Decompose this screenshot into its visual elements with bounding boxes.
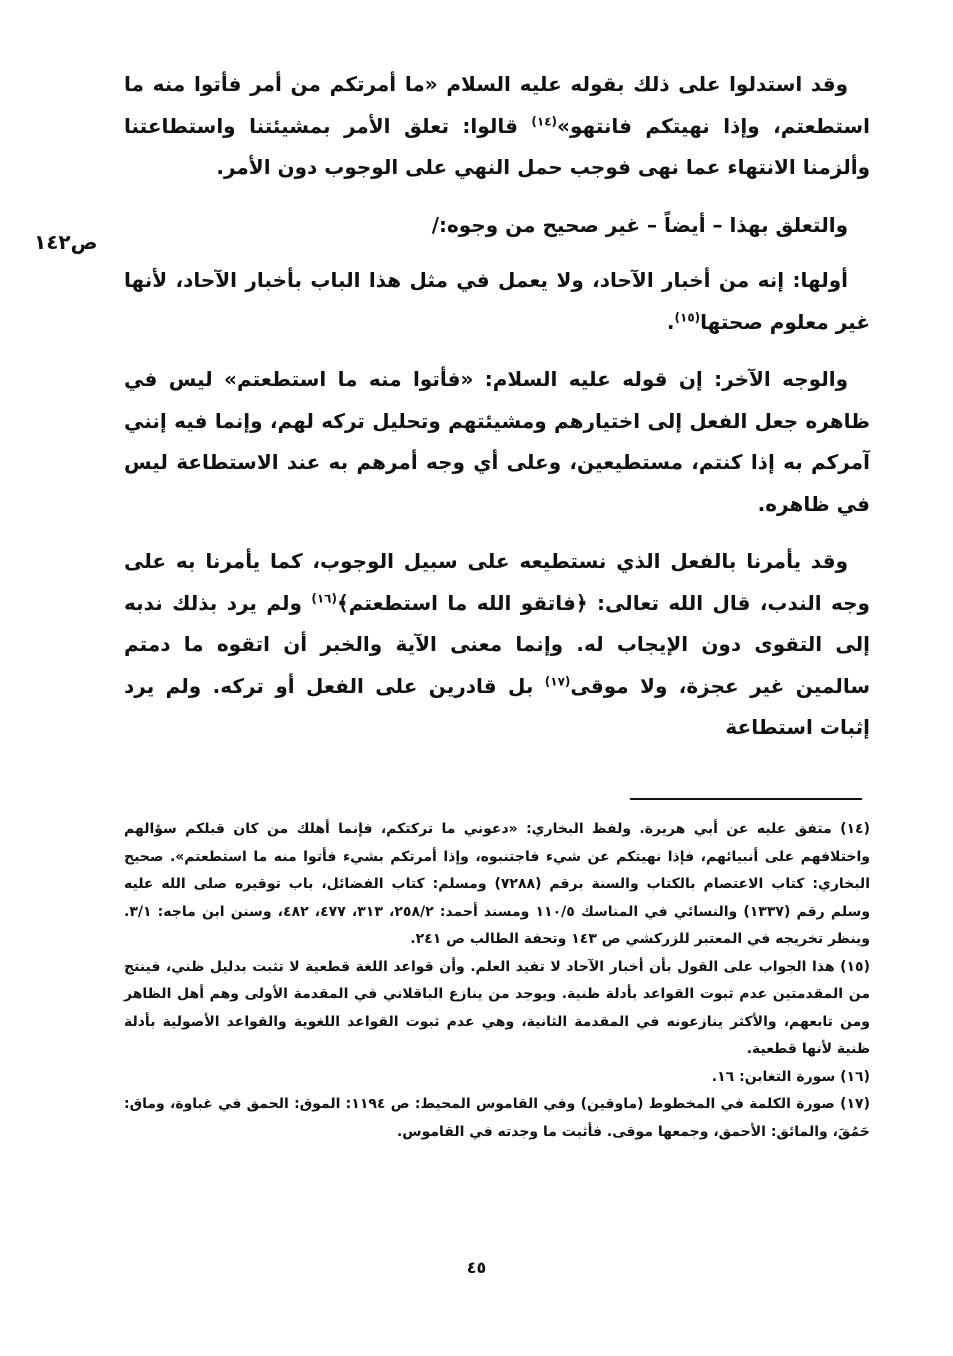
footnotes [124, 816, 870, 1146]
footnote-divider [630, 798, 862, 800]
paragraph-3: أولها: إنه من أخبار الآحاد، ولا يعمل في مثل هذا الباب بأخبار الآحاد، لأنها غير معلوم صحتها$^{(١٥)}$. [124, 268, 870, 334]
footnote-16: (١٦) سورة التغابن: ١٦. [711, 1068, 870, 1085]
margin-page-reference: ص١٤٢ [34, 230, 98, 254]
footnote-15: (١٥) هذا الجواب على القول بأن أخبار الآحاد لا تفيد العلم. وأن قواعد اللغة قطعية لا تثبت بدليل ظني، فينتج من المقدمتين عدم ثبوت القواعد بأدلة ظنية. ويوجد من ينازع الباقلاني في المقدمة الأولى وهم أهل الظاهر ومن تابعهم، والأكثر ينازعونه في المقدمة الثانية، وهي عدم ثبوت القواعد اللغوية والقواعد الأصولية بأدلة ظنية لأنها قطعية. [124, 958, 870, 1057]
footnote-ref-14: (١٤) [531, 113, 558, 128]
page-number: ٤٥ [466, 1258, 487, 1277]
paragraph-1: وقد استدلوا على ذلك بقوله عليه السلام «ما أمرتكم من أمر فأتوا منه ما استطعتم، وإذا نهيتكم فانتهو»$^{(١٤)}$ قالوا: تعلق الأمر بمشيئتنا واستطاعتنا وألزمنا الانتهاء عما نهى فوجب حمل النهي على الوجوب دون الأمر. [124, 72, 871, 179]
main-text [124, 64, 870, 765]
footnote-ref-17: (١٧) [544, 673, 571, 688]
footnote-17: (١٧) صورة الكلمة في المخطوط (ماوقين) وفي القاموس المحيط: ص ١١٩٤: الموق: الحمق في غباوة، وماق: حَمُقَ، والمائق: الأحمق، وجمعها موقى. فأثبت ما وجدته في القاموس. [124, 1096, 870, 1140]
paragraph-2: والتعلق بهذا – أيضاً – غير صحيح من وجوه:/ [431, 212, 848, 237]
footnote-ref-16: (١٦) [311, 590, 337, 605]
footnote-14: (١٤) متفق عليه عن أبي هريرة. ولفظ البخاري: «دعوني ما تركتكم، فإنما أهلك من كان قبلكم سؤالهم واختلافهم على أنبيائهم، فإذا نهيتكم عن شيء فاجتنبوه، وإذا أمرتكم بشيء فأتوا منه ما استطعتم». صحيح البخاري: كتاب الاعتصام بالكتاب والسنة برقم (٧٢٨٨) ومسلم: كتاب الفضائل، باب توقيره صلى الله عليه وسلم رقم (١٣٣٧) والنسائي في المناسك ١١٠/٥ ومسند أحمد: ٢٥٨/٢، ٣١٣، ٤٧٧، ٤٨٢، وسنن ابن ماجه: ٣/١. وينظر تخريجه في المعتبر للزركشي ص ١٤٣ وتحفة الطالب ص ٢٤١. [124, 821, 871, 947]
paragraph-4: والوجه الآخر: إن قوله عليه السلام: «فأتوا منه ما استطعتم» ليس في ظاهره جعل الفعل إلى اختيارهم ومشيئتهم وتحليل تركه لهم، وإنما فيه إنني آمركم به إذا كنتم، مستطيعين، وعلى أي وجه أمرهم به عند الاستطاعة ليس في ظاهره. [124, 367, 870, 516]
paragraph-5: وقد يأمرنا بالفعل الذي نستطيعه على سبيل الوجوب، كما يأمرنا به على وجه الندب، قال الله تعالى: ﴿فاتقو الله ما استطعتم﴾$^{(١٦)}$ ولم يرد بذلك ندبه إلى التقوى دون الإيجاب له. وإنما معنى الآية والخبر أن اتقوه ما دمتم سالمين غير عجزة، ولا موقى$^{(١٧)}$ بل قادرين على الفعل أو تركه. ولم يرد إثبات استطاعة [124, 549, 870, 739]
footnote-ref-15: (١٥) [674, 309, 701, 324]
